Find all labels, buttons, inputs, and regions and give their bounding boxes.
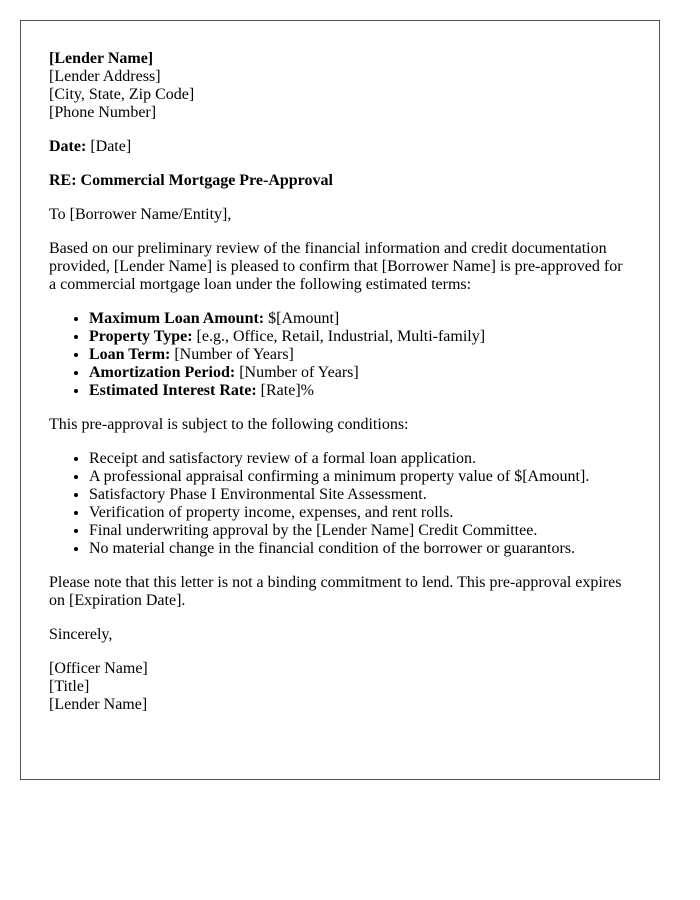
term-item [89,328,631,346]
signoff: Sincerely, [49,626,113,643]
lender-address: [Lender Address] [49,68,161,85]
officer-name: [Officer Name] [49,660,148,677]
term-label: Estimated Interest Rate: [89,382,257,399]
signature-lender-name: [Lender Name] [49,696,148,713]
signature-block [49,660,631,714]
condition-item: • Final underwriting approval by the [Lender Name] Credit Committee. [89,522,631,540]
condition-item: • Receipt and satisfactory review of a formal loan application. [89,450,631,468]
terms-list [49,310,631,400]
term-label: Property Type: [89,328,193,345]
term-value: [Number of Years] [239,364,359,381]
condition-item: • Satisfactory Phase I Environmental Site Assessment. [89,486,631,504]
closing-note: Please note that this letter is not a binding commitment to lend. This pre-approval expires on [Expiration Date]. [49,574,622,609]
conditions-intro: This pre-approval is subject to the following conditions: [49,416,409,433]
term-value: [Number of Years] [174,346,294,363]
officer-title: [Title] [49,678,90,695]
term-item [89,364,631,382]
lender-city-state-zip: [City, State, Zip Code] [49,86,195,103]
term-label: Loan Term: [89,346,171,363]
date-label: Date: [49,138,87,155]
letter-page [20,20,660,780]
condition-item: • No material change in the financial condition of the borrower or guarantors. [89,540,631,558]
term-value: [e.g., Office, Retail, Industrial, Multi-family] [196,328,486,345]
term-label: Maximum Loan Amount: [89,310,265,327]
condition-item: • A professional appraisal confirming a minimum property value of $[Amount]. [89,468,631,486]
lender-name: [Lender Name] [49,50,154,67]
term-value: $[Amount] [268,310,340,327]
subject-line: RE: Commercial Mortgage Pre-Approval [49,172,333,189]
date-value: [Date] [90,138,132,155]
intro-paragraph: Based on our preliminary review of the financial information and credit documentation provided, [Lender Name] is pleased to confirm that [Borrower Name] is pre-approved for a commercial mortgage loan under the following estimated terms: [49,240,623,293]
term-item [89,382,631,400]
term-item [89,346,631,364]
salutation: To [Borrower Name/Entity], [49,206,232,223]
term-item [89,310,631,328]
lender-header [49,50,631,122]
date-line [49,138,631,156]
conditions-list [49,450,631,558]
lender-phone: [Phone Number] [49,104,157,121]
term-value: [Rate]% [260,382,314,399]
term-label: Amortization Period: [89,364,236,381]
condition-item: • Verification of property income, expenses, and rent rolls. [89,504,631,522]
